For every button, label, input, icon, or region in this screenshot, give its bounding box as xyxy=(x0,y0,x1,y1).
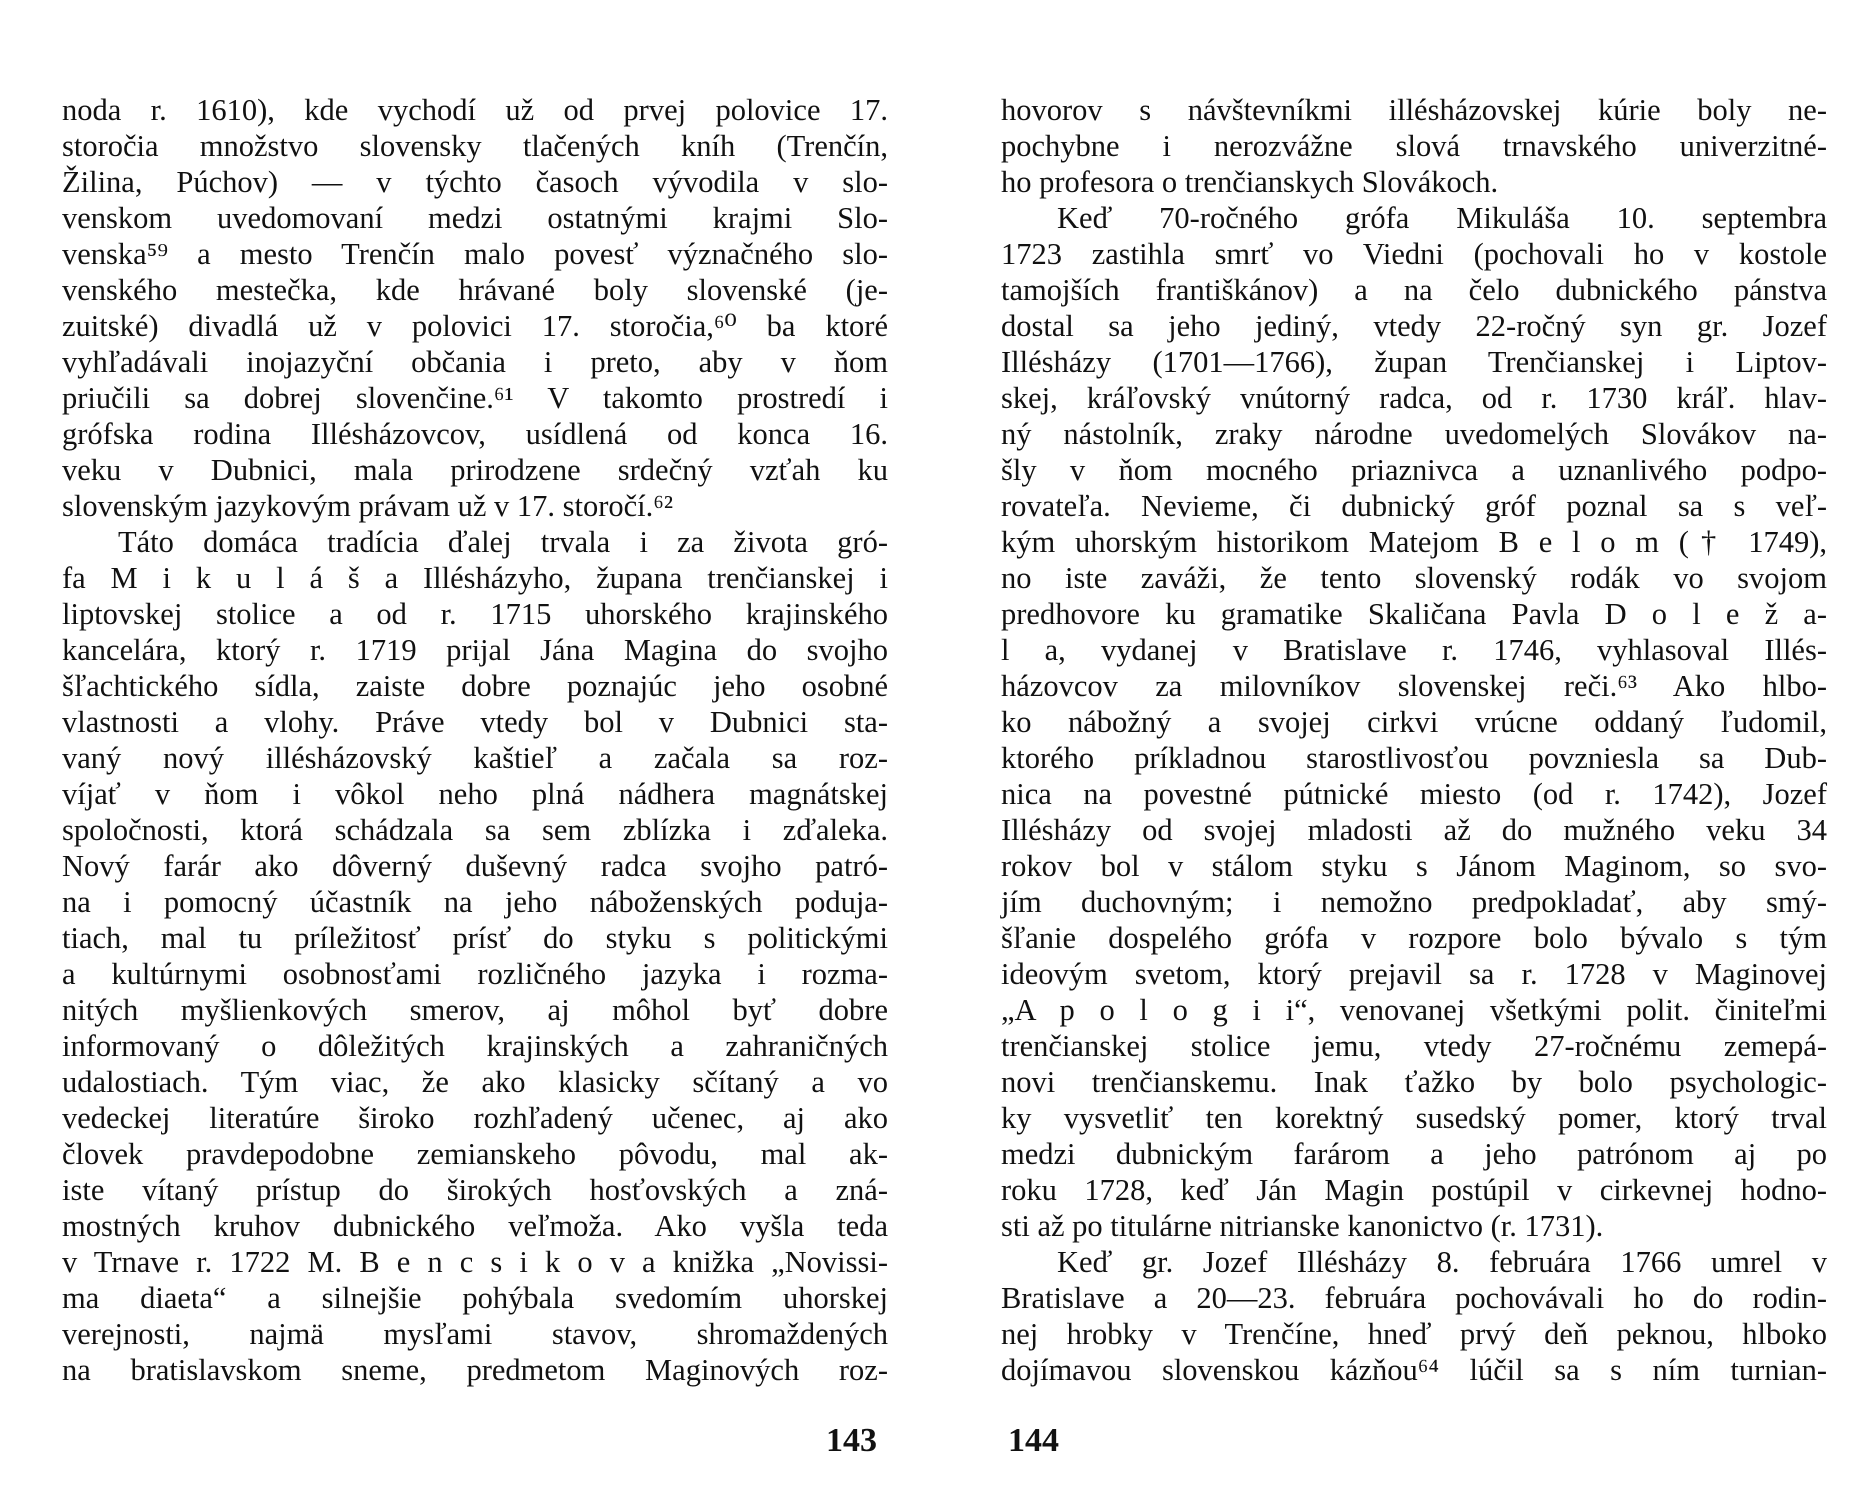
text-line: ktorého príkladnou starostlivosťou povzniesla sa Dub- xyxy=(1001,741,1827,775)
text-line: venskom uvedomovaní medzi ostatnými krajmi Slo- xyxy=(62,201,888,235)
text-line: tamojších františkánov) a na čelo dubnického pánstva xyxy=(1001,273,1827,307)
text-line: spoločnosti, ktorá schádzala sa sem zblízka i zďaleka. xyxy=(62,813,888,847)
text-line: Bratislave a 20—23. februára pochovávali ho do rodin- xyxy=(1001,1281,1827,1315)
text-line: roku 1728, keď Ján Magin postúpil v cirkevnej hodno- xyxy=(1001,1173,1827,1207)
text-line: vedeckej literatúre široko rozhľadený učenec, aj ako xyxy=(62,1101,888,1135)
text-line: ma diaeta“ a silnejšie pohýbala svedomím uhorskej xyxy=(62,1281,888,1315)
text-line: ideovým svetom, ktorý prejavil sa r. 1728 v Maginovej xyxy=(1001,957,1827,991)
text-line: l a, vydanej v Bratislave r. 1746, vyhlasoval Illés- xyxy=(1001,633,1827,667)
left-page-text xyxy=(62,92,888,1388)
text-line: pochybne i nerozvážne slová trnavského univerzitné- xyxy=(1001,129,1827,163)
text-line: rokov bol v stálom styku s Jánom Maginom, so svo- xyxy=(1001,849,1827,883)
text-line: verejnosti, najmä mysľami stavov, shromaždených xyxy=(62,1317,888,1351)
text-line: medzi dubnickým farárom a jeho patrónom aj po xyxy=(1001,1137,1827,1171)
text-line: vlastnosti a vlohy. Práve vtedy bol v Dubnici sta- xyxy=(62,705,888,739)
text-line: Keď 70-ročného grófa Mikuláša 10. septembra xyxy=(1057,201,1827,235)
text-line: noda r. 1610), kde vychodí už od prvej polovice 17. xyxy=(62,93,888,127)
text-line: človek pravdepodobne zemianskeho pôvodu, mal ak- xyxy=(62,1137,888,1171)
text-line: „A p o l o g i i“, venovanej všetkými polit. činiteľmi xyxy=(1001,993,1827,1027)
text-line: ko nábožný a svojej cirkvi vrúcne oddaný ľudomil, xyxy=(1001,705,1827,739)
text-line: rovateľa. Nevieme, či dubnický gróf poznal sa s veľ- xyxy=(1001,489,1827,523)
text-line: iste vítaný prístup do širokých hosťovských a zná- xyxy=(62,1173,888,1207)
text-line: trenčianskej stolice jemu, vtedy 27-ročnému zemepá- xyxy=(1001,1029,1827,1063)
text-line: ky vysvetliť ten korektný susedský pomer, ktorý trval xyxy=(1001,1101,1827,1135)
right-page xyxy=(935,0,1870,1500)
text-line: víjať v ňom i vôkol neho plná nádhera magnátskej xyxy=(62,777,888,811)
text-line: Nový farár ako dôverný duševný radca svojho patró- xyxy=(62,849,888,883)
text-line: jím duchovným; i nemožno predpokladať, aby smý- xyxy=(1001,885,1827,919)
page-number: 143 xyxy=(826,1422,877,1459)
text-line: v Trnave r. 1722 M. B e n c s i k o v a knižka „Novissi- xyxy=(62,1245,888,1279)
text-line: 1723 zastihla smrť vo Viedni (pochovali ho v kostole xyxy=(1001,237,1827,271)
text-line: házovcov za milovníkov slovenskej reči.⁶³ Ako hlbo- xyxy=(1001,669,1827,703)
text-line: kancelára, ktorý r. 1719 prijal Jána Magina do svojho xyxy=(62,633,888,667)
text-line: priučili sa dobrej slovenčine.⁶¹ V takomto prostredí i xyxy=(62,381,888,415)
text-line: venského mestečka, kde hrávané boly slovenské (je- xyxy=(62,273,888,307)
text-line: Illésházy od svojej mladosti až do mužného veku 34 xyxy=(1001,813,1827,847)
text-line: nica na povestné pútnické miesto (od r. 1742), Jozef xyxy=(1001,777,1827,811)
right-page-text xyxy=(1001,92,1827,1388)
text-line: nitých myšlienkových smerov, aj môhol byť dobre xyxy=(62,993,888,1027)
text-line: no iste zaváži, že tento slovenský rodák vo svojom xyxy=(1001,561,1827,595)
text-line: dostal sa jeho jediný, vtedy 22-ročný syn gr. Jozef xyxy=(1001,309,1827,343)
text-line: dojímavou slovenskou kázňou⁶⁴ lúčil sa s ním turnian- xyxy=(1001,1353,1827,1387)
text-line: šľanie dospelého grófa v rozpore bolo bývalo s tým xyxy=(1001,921,1827,955)
text-line: udalostiach. Tým viac, že ako klasicky sčítaný a vo xyxy=(62,1065,888,1099)
text-line: Táto domáca tradícia ďalej trvala i za života gró- xyxy=(118,525,888,559)
text-line: mostných kruhov dubnického veľmoža. Ako vyšla teda xyxy=(62,1209,888,1243)
text-line: ný nástolník, zraky národne uvedomelých Slovákov na- xyxy=(1001,417,1827,451)
text-line: novi trenčianskemu. Inak ťažko by bolo psychologic- xyxy=(1001,1065,1827,1099)
text-line: nej hrobky v Trenčíne, hneď prvý deň peknou, hlboko xyxy=(1001,1317,1827,1351)
text-line: hovorov s návštevníkmi illésházovskej kúrie boly ne- xyxy=(1001,93,1827,127)
text-line: kým uhorským historikom Matejom B e l o m († 1749), xyxy=(1001,525,1827,559)
text-line: na bratislavskom sneme, predmetom Maginových roz- xyxy=(62,1353,888,1387)
text-line: fa M i k u l á š a Illésházyho, župana trenčianskej i xyxy=(62,561,888,595)
text-line: storočia množstvo slovensky tlačených kníh (Trenčín, xyxy=(62,129,888,163)
page-number: 144 xyxy=(1008,1422,1059,1459)
text-line: šľachtického sídla, zaiste dobre poznajúc jeho osobné xyxy=(62,669,888,703)
text-line: skej, kráľovský vnútorný radca, od r. 1730 kráľ. hlav- xyxy=(1001,381,1827,415)
text-line: Žilina, Púchov) — v týchto časoch vývodila v slo- xyxy=(62,165,888,199)
text-line: venska⁵⁹ a mesto Trenčín malo povesť význačného slo- xyxy=(62,237,888,271)
text-line: veku v Dubnici, mala prirodzene srdečný vzťah ku xyxy=(62,453,888,487)
text-line: šly v ňom mocného priaznivca a uznanlivého podpo- xyxy=(1001,453,1827,487)
text-line: a kultúrnymi osobnosťami rozličného jazyka i rozma- xyxy=(62,957,888,991)
text-line: sti až po titulárne nitrianske kanonictvo (r. 1731). xyxy=(1001,1209,1604,1243)
text-line: zuitské) divadlá už v polovici 17. storočia,⁶⁰ ba ktoré xyxy=(62,309,888,343)
text-line: Illésházy (1701—1766), župan Trenčianskej i Liptov- xyxy=(1001,345,1827,379)
text-line: liptovskej stolice a od r. 1715 uhorského krajinského xyxy=(62,597,888,631)
text-line: vaný nový illésházovský kaštieľ a začala sa roz- xyxy=(62,741,888,775)
text-line: ho profesora o trenčianskych Slovákoch. xyxy=(1001,165,1499,199)
text-line: slovenským jazykovým právam už v 17. storočí.⁶² xyxy=(62,489,674,523)
text-line: tiach, mal tu príležitosť prísť do styku s politickými xyxy=(62,921,888,955)
text-line: informovaný o dôležitých krajinských a zahraničných xyxy=(62,1029,888,1063)
text-line: predhovore ku gramatike Skaličana Pavla D o l e ž a- xyxy=(1001,597,1827,631)
text-line: vyhľadávali inojazyční občania i preto, aby v ňom xyxy=(62,345,888,379)
text-line: Keď gr. Jozef Illésházy 8. februára 1766 umrel v xyxy=(1057,1245,1827,1279)
text-line: grófska rodina Illésházovcov, usídlená od konca 16. xyxy=(62,417,888,451)
text-line: na i pomocný účastník na jeho náboženských poduja- xyxy=(62,885,888,919)
